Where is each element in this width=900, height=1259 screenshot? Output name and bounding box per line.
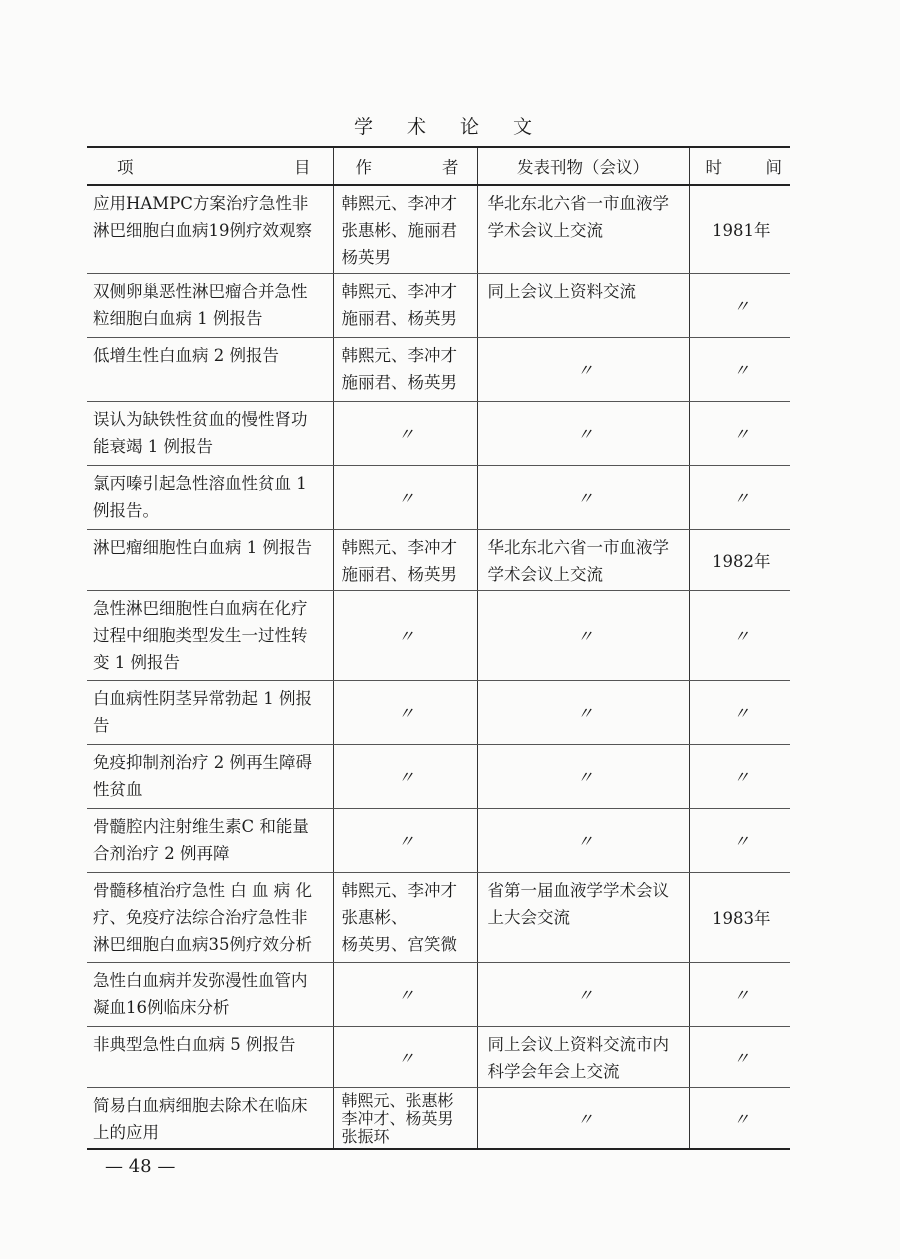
cell-project bbox=[87, 466, 333, 530]
cell-venue bbox=[477, 1027, 689, 1088]
project-line: 急性白血病并发弥漫性血管内 bbox=[93, 971, 308, 990]
cell-project bbox=[87, 274, 333, 338]
cell-project bbox=[87, 402, 333, 466]
authors-line: 〃 bbox=[397, 832, 415, 851]
authors-line: 韩熙元、李冲才 bbox=[341, 194, 457, 213]
table-row bbox=[87, 745, 790, 809]
project-line: 双侧卵巢恶性淋巴瘤合并急性 bbox=[93, 282, 308, 301]
cell-project bbox=[87, 681, 333, 745]
table-row bbox=[87, 1088, 790, 1150]
authors-line: 韩熙元、李冲才 bbox=[341, 346, 457, 365]
venue-line: 上大会交流 bbox=[487, 908, 570, 927]
project-line: 白血病性阴茎异常勃起 1 例报 bbox=[93, 689, 312, 708]
cell-venue bbox=[477, 1088, 689, 1150]
table-row bbox=[87, 530, 790, 591]
cell-authors bbox=[333, 402, 477, 466]
cell-time: 〃 bbox=[689, 591, 790, 681]
authors-line: 韩熙元、李冲才 bbox=[341, 881, 457, 900]
cell-venue bbox=[477, 745, 689, 809]
cell-venue bbox=[477, 963, 689, 1027]
cell-time: 〃 bbox=[689, 1027, 790, 1088]
project-line: 免疫抑制剂治疗 2 例再生障碍 bbox=[93, 753, 312, 772]
table-row bbox=[87, 185, 790, 274]
venue-line: 〃 bbox=[576, 768, 594, 787]
cell-time: 〃 bbox=[689, 681, 790, 745]
authors-line: 〃 bbox=[397, 425, 415, 444]
cell-authors bbox=[333, 466, 477, 530]
authors-line: 〃 bbox=[397, 627, 415, 646]
venue-line: 华北东北六省一市血液学 bbox=[487, 194, 669, 213]
cell-venue bbox=[477, 809, 689, 873]
cell-time: 1981年 bbox=[689, 185, 790, 274]
venue-line: 省第一届血液学学术会议 bbox=[487, 881, 669, 900]
project-line: 能衰竭 1 例报告 bbox=[93, 437, 213, 456]
cell-venue bbox=[477, 591, 689, 681]
authors-line: 韩熙元、张惠彬 bbox=[341, 1091, 454, 1110]
cell-time: 〃 bbox=[689, 745, 790, 809]
cell-authors bbox=[333, 873, 477, 963]
project-line: 例报告。 bbox=[93, 501, 159, 520]
page-number: — 48 — bbox=[105, 1156, 176, 1177]
cell-project bbox=[87, 809, 333, 873]
project-line: 粒细胞白血病 1 例报告 bbox=[93, 309, 263, 328]
project-line: 氯丙嗪引起急性溶血性贫血 1 bbox=[93, 474, 307, 493]
cell-authors bbox=[333, 185, 477, 274]
cell-time: 〃 bbox=[689, 809, 790, 873]
cell-authors bbox=[333, 1027, 477, 1088]
cell-time: 〃 bbox=[689, 963, 790, 1027]
cell-venue bbox=[477, 338, 689, 402]
table-row bbox=[87, 338, 790, 402]
cell-project bbox=[87, 530, 333, 591]
project-line: 过程中细胞类型发生一过性转 bbox=[93, 626, 308, 645]
venue-line: 同上会议上资料交流 bbox=[487, 282, 636, 301]
venue-line: 〃 bbox=[576, 986, 594, 1005]
cell-time: 1982年 bbox=[689, 530, 790, 591]
header-time: 时 间 bbox=[689, 147, 790, 185]
venue-line: 学术会议上交流 bbox=[487, 221, 603, 240]
authors-line: 杨英男 bbox=[341, 248, 391, 267]
cell-project bbox=[87, 963, 333, 1027]
cell-venue bbox=[477, 681, 689, 745]
project-line: 性贫血 bbox=[93, 780, 143, 799]
authors-line: 李冲才、杨英男 bbox=[341, 1109, 454, 1128]
project-line: 淋巴瘤细胞性白血病 1 例报告 bbox=[93, 538, 312, 557]
table-row bbox=[87, 1027, 790, 1088]
authors-line: 张惠彬、 bbox=[341, 908, 408, 927]
project-line: 合剂治疗 2 例再障 bbox=[93, 844, 230, 863]
venue-line: 学术会议上交流 bbox=[487, 565, 603, 584]
table-row bbox=[87, 402, 790, 466]
venue-line: 华北东北六省一市血液学 bbox=[487, 538, 669, 557]
header-venue: 发表刊物（会议） bbox=[477, 147, 689, 185]
cell-venue bbox=[477, 185, 689, 274]
cell-authors bbox=[333, 745, 477, 809]
authors-line: 〃 bbox=[397, 489, 415, 508]
authors-line: 张振环 bbox=[341, 1127, 390, 1146]
cell-time: 〃 bbox=[689, 274, 790, 338]
venue-line: 〃 bbox=[576, 1109, 594, 1129]
cell-authors bbox=[333, 338, 477, 402]
cell-authors bbox=[333, 681, 477, 745]
cell-authors bbox=[333, 1088, 477, 1150]
authors-line: 〃 bbox=[397, 986, 415, 1005]
cell-venue bbox=[477, 466, 689, 530]
project-line: 骨髓移植治疗急性 白 血 病 化 bbox=[93, 881, 312, 900]
cell-authors bbox=[333, 963, 477, 1027]
authors-line: 施丽君、杨英男 bbox=[341, 373, 457, 392]
cell-time: 〃 bbox=[689, 466, 790, 530]
cell-time: 1983年 bbox=[689, 873, 790, 963]
cell-project bbox=[87, 185, 333, 274]
table-row bbox=[87, 274, 790, 338]
header-project: 项 目 bbox=[87, 147, 333, 185]
project-line: 疗、免疫疗法综合治疗急性非 bbox=[93, 908, 308, 927]
cell-authors bbox=[333, 530, 477, 591]
cell-project bbox=[87, 1088, 333, 1150]
papers-table bbox=[87, 146, 790, 1150]
cell-venue bbox=[477, 530, 689, 591]
authors-line: 〃 bbox=[397, 768, 415, 787]
venue-line: 科学会年会上交流 bbox=[487, 1062, 620, 1081]
project-line: 骨髓腔内注射维生素C 和能量 bbox=[93, 817, 309, 836]
cell-time: 〃 bbox=[689, 402, 790, 466]
cell-venue bbox=[477, 274, 689, 338]
cell-venue bbox=[477, 873, 689, 963]
cell-project bbox=[87, 1027, 333, 1088]
table-header-row bbox=[87, 147, 790, 185]
project-line: 上的应用 bbox=[93, 1123, 159, 1142]
venue-line: 同上会议上资料交流市内 bbox=[487, 1035, 669, 1054]
authors-line: 〃 bbox=[397, 704, 415, 723]
venue-line: 〃 bbox=[576, 627, 594, 646]
authors-line: 施丽君、杨英男 bbox=[341, 309, 457, 328]
project-line: 误认为缺铁性贫血的慢性肾功 bbox=[93, 410, 308, 429]
project-line: 变 1 例报告 bbox=[93, 653, 180, 672]
table-row bbox=[87, 681, 790, 745]
project-line: 简易白血病细胞去除术在临床 bbox=[93, 1096, 308, 1115]
project-line: 非典型急性白血病 5 例报告 bbox=[93, 1035, 296, 1054]
project-line: 淋巴细胞白血病35例疗效分析 bbox=[93, 935, 312, 954]
cell-project bbox=[87, 745, 333, 809]
table-row bbox=[87, 809, 790, 873]
table-row bbox=[87, 963, 790, 1027]
project-line: 急性淋巴细胞性白血病在化疗 bbox=[93, 599, 308, 618]
cell-project bbox=[87, 591, 333, 681]
project-line: 应用HAMPC方案治疗急性非 bbox=[93, 194, 309, 213]
project-line: 告 bbox=[93, 716, 110, 735]
venue-line: 〃 bbox=[576, 704, 594, 723]
venue-line: 〃 bbox=[576, 489, 594, 508]
authors-line: 韩熙元、李冲才 bbox=[341, 538, 457, 557]
cell-venue bbox=[477, 402, 689, 466]
papers-table-container bbox=[87, 146, 790, 1150]
cell-authors bbox=[333, 591, 477, 681]
authors-line: 杨英男、宫笑微 bbox=[341, 935, 457, 954]
authors-line: 〃 bbox=[397, 1048, 415, 1068]
cell-project bbox=[87, 873, 333, 963]
cell-authors bbox=[333, 809, 477, 873]
cell-time: 〃 bbox=[689, 1088, 790, 1150]
authors-line: 施丽君、杨英男 bbox=[341, 565, 457, 584]
table-row bbox=[87, 591, 790, 681]
authors-line: 张惠彬、施丽君 bbox=[341, 221, 457, 240]
venue-line: 〃 bbox=[576, 361, 594, 380]
header-authors: 作 者 bbox=[333, 147, 477, 185]
project-line: 淋巴细胞白血病19例疗效观察 bbox=[93, 221, 312, 240]
table-row bbox=[87, 873, 790, 963]
authors-line: 韩熙元、李冲才 bbox=[341, 282, 457, 301]
venue-line: 〃 bbox=[576, 832, 594, 851]
cell-authors bbox=[333, 274, 477, 338]
project-line: 低增生性白血病 2 例报告 bbox=[93, 346, 279, 365]
cell-project bbox=[87, 338, 333, 402]
cell-time: 〃 bbox=[689, 338, 790, 402]
page-title: 学 术 论 文 bbox=[353, 116, 547, 138]
venue-line: 〃 bbox=[576, 425, 594, 444]
project-line: 凝血16例临床分析 bbox=[93, 998, 230, 1017]
table-row bbox=[87, 466, 790, 530]
